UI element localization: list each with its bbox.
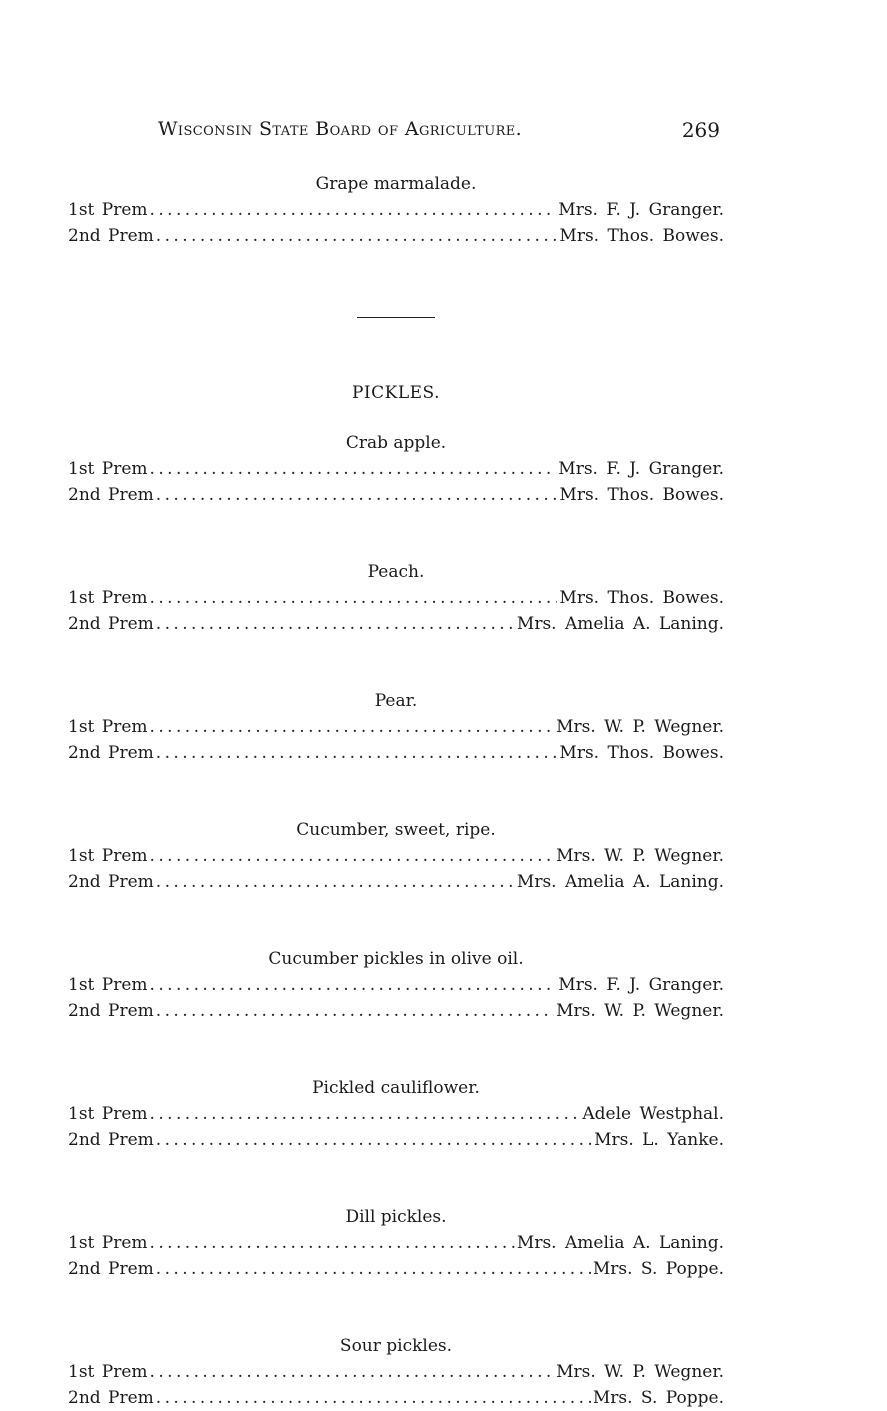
premium-section bbox=[68, 1334, 724, 1411]
prize-label: 2nd Prem bbox=[68, 1259, 154, 1279]
dot-leader bbox=[156, 869, 515, 895]
prize-label: 2nd Prem bbox=[68, 1001, 154, 1021]
running-head: Wisconsin State Board of Agriculture. bbox=[158, 118, 523, 140]
prize-label: 1st Prem bbox=[68, 200, 148, 220]
prize-label: 2nd Prem bbox=[68, 872, 154, 892]
winner-name: Mrs. Amelia A. Laning. bbox=[516, 872, 724, 892]
prize-label: 2nd Prem bbox=[68, 1130, 154, 1150]
dot-leader bbox=[156, 611, 515, 637]
premium-entry bbox=[68, 456, 724, 482]
dot-leader bbox=[150, 843, 555, 869]
section-title: Sour pickles. bbox=[339, 1336, 453, 1356]
section-grape-marmalade bbox=[68, 172, 724, 249]
premium-entry bbox=[68, 740, 724, 766]
page-header bbox=[158, 118, 720, 148]
prize-label: 2nd Prem bbox=[68, 226, 154, 246]
section-title: Cucumber pickles in olive oil. bbox=[268, 949, 524, 969]
prize-label: 2nd Prem bbox=[68, 743, 154, 763]
winner-name: Mrs. F. J. Granger. bbox=[558, 975, 724, 995]
premium-section bbox=[68, 689, 724, 766]
premium-entry bbox=[68, 1127, 724, 1153]
pickles-heading: PICKLES. bbox=[351, 383, 440, 403]
premium-section bbox=[68, 947, 724, 1024]
winner-name: Mrs. Thos. Bowes. bbox=[559, 226, 724, 246]
winner-name: Mrs. Amelia A. Laning. bbox=[516, 1233, 724, 1253]
prize-label: 1st Prem bbox=[68, 846, 148, 866]
dot-leader bbox=[156, 740, 558, 766]
prize-label: 1st Prem bbox=[68, 1104, 148, 1124]
prize-label: 2nd Prem bbox=[68, 614, 154, 634]
dot-leader bbox=[156, 482, 558, 508]
premium-section bbox=[68, 560, 724, 637]
winner-name: Mrs. W. P. Wegner. bbox=[556, 1001, 724, 1021]
premium-list bbox=[68, 172, 724, 1411]
premium-entry bbox=[68, 869, 724, 895]
dot-leader bbox=[156, 1127, 592, 1153]
section-title: Cucumber, sweet, ripe. bbox=[296, 820, 496, 840]
section-divider bbox=[357, 317, 435, 318]
winner-name: Mrs. S. Poppe. bbox=[592, 1259, 724, 1279]
premium-entry bbox=[68, 1230, 724, 1256]
premium-entry bbox=[68, 223, 724, 249]
premium-entry bbox=[68, 972, 724, 998]
winner-name: Mrs. W. P. Wegner. bbox=[556, 1362, 724, 1382]
premium-section bbox=[68, 1076, 724, 1153]
premium-entry bbox=[68, 714, 724, 740]
premium-entry bbox=[68, 1359, 724, 1385]
dot-leader bbox=[150, 197, 557, 223]
premium-entry bbox=[68, 1385, 724, 1411]
section-title: Pear. bbox=[374, 691, 418, 711]
winner-name: Mrs. Thos. Bowes. bbox=[559, 485, 724, 505]
prize-label: 1st Prem bbox=[68, 975, 148, 995]
winner-name: Mrs. Thos. Bowes. bbox=[559, 588, 724, 608]
dot-leader bbox=[150, 972, 557, 998]
prize-label: 2nd Prem bbox=[68, 485, 154, 505]
section-title: Peach. bbox=[367, 562, 425, 582]
premium-section bbox=[68, 1205, 724, 1282]
dot-leader bbox=[156, 1385, 591, 1411]
prize-label: 1st Prem bbox=[68, 1233, 148, 1253]
prize-label: 2nd Prem bbox=[68, 1388, 154, 1408]
premium-entry bbox=[68, 1256, 724, 1282]
premium-entry bbox=[68, 585, 724, 611]
dot-leader bbox=[156, 223, 558, 249]
winner-name: Mrs. Amelia A. Laning. bbox=[516, 614, 724, 634]
premium-section bbox=[68, 818, 724, 895]
section-title: Pickled cauliflower. bbox=[312, 1078, 480, 1098]
winner-name: Mrs. L. Yanke. bbox=[594, 1130, 724, 1150]
dot-leader bbox=[156, 998, 554, 1024]
prize-label: 1st Prem bbox=[68, 1362, 148, 1382]
pickle-sections bbox=[68, 431, 724, 1411]
winner-name: Mrs. S. Poppe. bbox=[592, 1388, 724, 1408]
winner-name: Mrs. F. J. Granger. bbox=[558, 200, 724, 220]
dot-leader bbox=[150, 1359, 555, 1385]
page-number: 269 bbox=[681, 118, 720, 142]
dot-leader bbox=[150, 456, 557, 482]
dot-leader bbox=[150, 1101, 581, 1127]
winner-name: Adele Westphal. bbox=[582, 1104, 724, 1124]
prize-label: 1st Prem bbox=[68, 459, 148, 479]
winner-name: Mrs. F. J. Granger. bbox=[558, 459, 724, 479]
dot-leader bbox=[156, 1256, 591, 1282]
dot-leader bbox=[150, 585, 558, 611]
winner-name: Mrs. W. P. Wegner. bbox=[556, 846, 724, 866]
prize-label: 1st Prem bbox=[68, 588, 148, 608]
premium-entry bbox=[68, 843, 724, 869]
premium-section bbox=[68, 431, 724, 508]
section-title: Grape marmalade. bbox=[315, 174, 477, 194]
winner-name: Mrs. W. P. Wegner. bbox=[556, 717, 724, 737]
premium-entry bbox=[68, 998, 724, 1024]
dot-leader bbox=[150, 1230, 515, 1256]
premium-entry bbox=[68, 1101, 724, 1127]
section-title: Crab apple. bbox=[345, 433, 447, 453]
winner-name: Mrs. Thos. Bowes. bbox=[559, 743, 724, 763]
premium-entry bbox=[68, 197, 724, 223]
dot-leader bbox=[150, 714, 555, 740]
premium-entry bbox=[68, 482, 724, 508]
prize-label: 1st Prem bbox=[68, 717, 148, 737]
section-title: Dill pickles. bbox=[345, 1207, 447, 1227]
premium-entry bbox=[68, 611, 724, 637]
